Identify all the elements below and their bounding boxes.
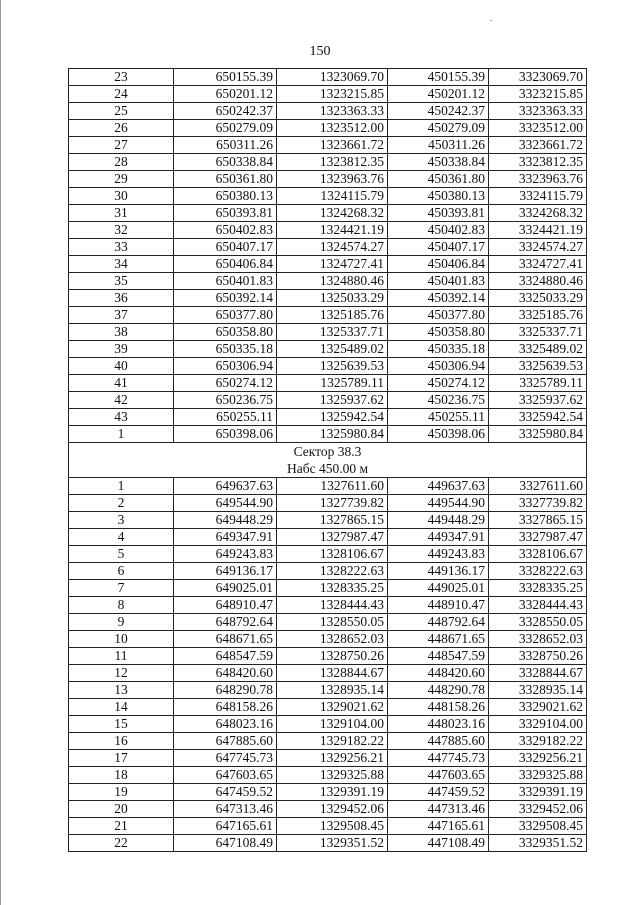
point-number-cell: 1 bbox=[69, 478, 174, 495]
table-row bbox=[69, 563, 587, 580]
x-absolute-cell: 450380.13 bbox=[388, 188, 489, 205]
x-absolute-cell: 450274.12 bbox=[388, 375, 489, 392]
x-absolute-cell: 450401.83 bbox=[388, 273, 489, 290]
x-local-cell: 650338.84 bbox=[174, 154, 277, 171]
point-number-cell: 25 bbox=[69, 103, 174, 120]
x-local-cell: 648792.64 bbox=[174, 614, 277, 631]
table-row bbox=[69, 835, 587, 852]
x-absolute-cell: 449025.01 bbox=[388, 580, 489, 597]
point-number-cell: 17 bbox=[69, 750, 174, 767]
x-local-cell: 649448.29 bbox=[174, 512, 277, 529]
y-local-cell: 1323512.00 bbox=[277, 120, 388, 137]
sector-height: Набс 450.00 м bbox=[286, 461, 369, 476]
x-absolute-cell: 450377.80 bbox=[388, 307, 489, 324]
x-absolute-cell: 450255.11 bbox=[388, 409, 489, 426]
table-row bbox=[69, 324, 587, 341]
y-absolute-cell: 3327987.47 bbox=[489, 529, 587, 546]
table-row bbox=[69, 750, 587, 767]
table-row bbox=[69, 137, 587, 154]
x-absolute-cell: 450361.80 bbox=[388, 171, 489, 188]
table-row bbox=[69, 767, 587, 784]
y-local-cell: 1324727.41 bbox=[277, 256, 388, 273]
x-absolute-cell: 447885.60 bbox=[388, 733, 489, 750]
x-absolute-cell: 447165.61 bbox=[388, 818, 489, 835]
x-local-cell: 650407.17 bbox=[174, 239, 277, 256]
y-local-cell: 1327611.60 bbox=[277, 478, 388, 495]
table-row bbox=[69, 222, 587, 239]
y-local-cell: 1323069.70 bbox=[277, 69, 388, 86]
y-absolute-cell: 3324421.19 bbox=[489, 222, 587, 239]
x-local-cell: 650377.80 bbox=[174, 307, 277, 324]
point-number-cell: 14 bbox=[69, 699, 174, 716]
table-row bbox=[69, 154, 587, 171]
y-local-cell: 1323812.35 bbox=[277, 154, 388, 171]
point-number-cell: 30 bbox=[69, 188, 174, 205]
y-absolute-cell: 3325185.76 bbox=[489, 307, 587, 324]
y-local-cell: 1329325.88 bbox=[277, 767, 388, 784]
x-absolute-cell: 448671.65 bbox=[388, 631, 489, 648]
x-absolute-cell: 450242.37 bbox=[388, 103, 489, 120]
point-number-cell: 7 bbox=[69, 580, 174, 597]
y-local-cell: 1323215.85 bbox=[277, 86, 388, 103]
x-local-cell: 650406.84 bbox=[174, 256, 277, 273]
y-absolute-cell: 3323215.85 bbox=[489, 86, 587, 103]
x-local-cell: 649136.17 bbox=[174, 563, 277, 580]
x-local-cell: 648910.47 bbox=[174, 597, 277, 614]
y-local-cell: 1325942.54 bbox=[277, 409, 388, 426]
y-local-cell: 1329182.22 bbox=[277, 733, 388, 750]
point-number-cell: 8 bbox=[69, 597, 174, 614]
x-absolute-cell: 449136.17 bbox=[388, 563, 489, 580]
x-local-cell: 650401.83 bbox=[174, 273, 277, 290]
table-row bbox=[69, 307, 587, 324]
x-absolute-cell: 448023.16 bbox=[388, 716, 489, 733]
table-row bbox=[69, 69, 587, 86]
y-absolute-cell: 3325639.53 bbox=[489, 358, 587, 375]
y-absolute-cell: 3329508.45 bbox=[489, 818, 587, 835]
table-row bbox=[69, 409, 587, 426]
x-local-cell: 647885.60 bbox=[174, 733, 277, 750]
y-absolute-cell: 3325980.84 bbox=[489, 426, 587, 443]
point-number-cell: 22 bbox=[69, 835, 174, 852]
y-absolute-cell: 3324574.27 bbox=[489, 239, 587, 256]
table-row bbox=[69, 256, 587, 273]
table-row bbox=[69, 529, 587, 546]
y-absolute-cell: 3323963.76 bbox=[489, 171, 587, 188]
x-local-cell: 650361.80 bbox=[174, 171, 277, 188]
x-absolute-cell: 449347.91 bbox=[388, 529, 489, 546]
point-number-cell: 42 bbox=[69, 392, 174, 409]
x-local-cell: 647603.65 bbox=[174, 767, 277, 784]
y-absolute-cell: 3328106.67 bbox=[489, 546, 587, 563]
x-absolute-cell: 448420.60 bbox=[388, 665, 489, 682]
table-row bbox=[69, 171, 587, 188]
point-number-cell: 9 bbox=[69, 614, 174, 631]
point-number-cell: 21 bbox=[69, 818, 174, 835]
table-row bbox=[69, 631, 587, 648]
point-number-cell: 15 bbox=[69, 716, 174, 733]
y-absolute-cell: 3323069.70 bbox=[489, 69, 587, 86]
x-local-cell: 650311.26 bbox=[174, 137, 277, 154]
point-number-cell: 31 bbox=[69, 205, 174, 222]
point-number-cell: 32 bbox=[69, 222, 174, 239]
table-row bbox=[69, 358, 587, 375]
point-number-cell: 2 bbox=[69, 495, 174, 512]
x-local-cell: 649544.90 bbox=[174, 495, 277, 512]
y-absolute-cell: 3323363.33 bbox=[489, 103, 587, 120]
y-local-cell: 1325489.02 bbox=[277, 341, 388, 358]
y-local-cell: 1323661.72 bbox=[277, 137, 388, 154]
y-absolute-cell: 3329452.06 bbox=[489, 801, 587, 818]
x-local-cell: 648023.16 bbox=[174, 716, 277, 733]
x-absolute-cell: 450406.84 bbox=[388, 256, 489, 273]
x-local-cell: 647165.61 bbox=[174, 818, 277, 835]
y-local-cell: 1325937.62 bbox=[277, 392, 388, 409]
point-number-cell: 6 bbox=[69, 563, 174, 580]
point-number-cell: 37 bbox=[69, 307, 174, 324]
x-absolute-cell: 450311.26 bbox=[388, 137, 489, 154]
point-number-cell: 33 bbox=[69, 239, 174, 256]
point-number-cell: 29 bbox=[69, 171, 174, 188]
sector-header-cell bbox=[69, 443, 587, 478]
x-local-cell: 650236.75 bbox=[174, 392, 277, 409]
x-local-cell: 650201.12 bbox=[174, 86, 277, 103]
y-local-cell: 1329351.52 bbox=[277, 835, 388, 852]
y-local-cell: 1327987.47 bbox=[277, 529, 388, 546]
x-local-cell: 650380.13 bbox=[174, 188, 277, 205]
x-local-cell: 650306.94 bbox=[174, 358, 277, 375]
y-local-cell: 1328335.25 bbox=[277, 580, 388, 597]
table-row bbox=[69, 375, 587, 392]
coordinates-block-2 bbox=[69, 478, 587, 852]
coordinates-block-1 bbox=[69, 69, 587, 443]
y-local-cell: 1329452.06 bbox=[277, 801, 388, 818]
y-local-cell: 1327739.82 bbox=[277, 495, 388, 512]
y-absolute-cell: 3325937.62 bbox=[489, 392, 587, 409]
page-number: 150 bbox=[309, 44, 331, 59]
y-local-cell: 1328444.43 bbox=[277, 597, 388, 614]
x-local-cell: 650255.11 bbox=[174, 409, 277, 426]
table-row bbox=[69, 392, 587, 409]
point-number-cell: 43 bbox=[69, 409, 174, 426]
x-absolute-cell: 447108.49 bbox=[388, 835, 489, 852]
table-row bbox=[69, 239, 587, 256]
y-absolute-cell: 3329325.88 bbox=[489, 767, 587, 784]
y-local-cell: 1324115.79 bbox=[277, 188, 388, 205]
x-local-cell: 650402.83 bbox=[174, 222, 277, 239]
y-local-cell: 1325185.76 bbox=[277, 307, 388, 324]
y-local-cell: 1325639.53 bbox=[277, 358, 388, 375]
point-number-cell: 41 bbox=[69, 375, 174, 392]
x-absolute-cell: 449448.29 bbox=[388, 512, 489, 529]
x-local-cell: 647745.73 bbox=[174, 750, 277, 767]
y-absolute-cell: 3324115.79 bbox=[489, 188, 587, 205]
y-absolute-cell: 3328222.63 bbox=[489, 563, 587, 580]
x-absolute-cell: 447313.46 bbox=[388, 801, 489, 818]
y-absolute-cell: 3323512.00 bbox=[489, 120, 587, 137]
y-absolute-cell: 3327739.82 bbox=[489, 495, 587, 512]
point-number-cell: 11 bbox=[69, 648, 174, 665]
point-number-cell: 19 bbox=[69, 784, 174, 801]
table-row bbox=[69, 699, 587, 716]
y-local-cell: 1329104.00 bbox=[277, 716, 388, 733]
y-absolute-cell: 3328750.26 bbox=[489, 648, 587, 665]
table-row bbox=[69, 784, 587, 801]
y-absolute-cell: 3323812.35 bbox=[489, 154, 587, 171]
y-local-cell: 1328222.63 bbox=[277, 563, 388, 580]
x-local-cell: 647313.46 bbox=[174, 801, 277, 818]
table-row bbox=[69, 103, 587, 120]
y-local-cell: 1325033.29 bbox=[277, 290, 388, 307]
table-row bbox=[69, 597, 587, 614]
table-row bbox=[69, 86, 587, 103]
x-absolute-cell: 448792.64 bbox=[388, 614, 489, 631]
x-local-cell: 650398.06 bbox=[174, 426, 277, 443]
y-absolute-cell: 3327611.60 bbox=[489, 478, 587, 495]
scan-speck bbox=[490, 20, 492, 21]
table-row bbox=[69, 682, 587, 699]
table-row bbox=[69, 546, 587, 563]
x-local-cell: 648158.26 bbox=[174, 699, 277, 716]
y-absolute-cell: 3324727.41 bbox=[489, 256, 587, 273]
table-row bbox=[69, 801, 587, 818]
y-absolute-cell: 3329351.52 bbox=[489, 835, 587, 852]
y-local-cell: 1328750.26 bbox=[277, 648, 388, 665]
point-number-cell: 13 bbox=[69, 682, 174, 699]
scan-edge-line bbox=[0, 0, 1, 905]
y-absolute-cell: 3323661.72 bbox=[489, 137, 587, 154]
x-absolute-cell: 450279.09 bbox=[388, 120, 489, 137]
x-local-cell: 648290.78 bbox=[174, 682, 277, 699]
x-local-cell: 648547.59 bbox=[174, 648, 277, 665]
table-row bbox=[69, 716, 587, 733]
table-row bbox=[69, 120, 587, 137]
point-number-cell: 20 bbox=[69, 801, 174, 818]
y-absolute-cell: 3325337.71 bbox=[489, 324, 587, 341]
y-absolute-cell: 3328652.03 bbox=[489, 631, 587, 648]
x-local-cell: 648671.65 bbox=[174, 631, 277, 648]
y-local-cell: 1325980.84 bbox=[277, 426, 388, 443]
table-row bbox=[69, 648, 587, 665]
x-local-cell: 647108.49 bbox=[174, 835, 277, 852]
y-absolute-cell: 3328550.05 bbox=[489, 614, 587, 631]
x-absolute-cell: 450407.17 bbox=[388, 239, 489, 256]
y-absolute-cell: 3329182.22 bbox=[489, 733, 587, 750]
y-local-cell: 1325789.11 bbox=[277, 375, 388, 392]
y-absolute-cell: 3327865.15 bbox=[489, 512, 587, 529]
y-local-cell: 1328106.67 bbox=[277, 546, 388, 563]
y-absolute-cell: 3329021.62 bbox=[489, 699, 587, 716]
x-absolute-cell: 447745.73 bbox=[388, 750, 489, 767]
x-absolute-cell: 449544.90 bbox=[388, 495, 489, 512]
table-row bbox=[69, 512, 587, 529]
table-row bbox=[69, 495, 587, 512]
y-absolute-cell: 3325033.29 bbox=[489, 290, 587, 307]
y-local-cell: 1324421.19 bbox=[277, 222, 388, 239]
y-absolute-cell: 3325789.11 bbox=[489, 375, 587, 392]
point-number-cell: 39 bbox=[69, 341, 174, 358]
point-number-cell: 38 bbox=[69, 324, 174, 341]
y-local-cell: 1328935.14 bbox=[277, 682, 388, 699]
point-number-cell: 16 bbox=[69, 733, 174, 750]
sector-header-row bbox=[69, 443, 587, 478]
sector-header-block bbox=[69, 443, 587, 478]
x-local-cell: 649637.63 bbox=[174, 478, 277, 495]
x-absolute-cell: 448910.47 bbox=[388, 597, 489, 614]
table-row bbox=[69, 273, 587, 290]
x-local-cell: 650155.39 bbox=[174, 69, 277, 86]
point-number-cell: 10 bbox=[69, 631, 174, 648]
table-row bbox=[69, 478, 587, 495]
point-number-cell: 3 bbox=[69, 512, 174, 529]
y-absolute-cell: 3328844.67 bbox=[489, 665, 587, 682]
x-absolute-cell: 450335.18 bbox=[388, 341, 489, 358]
x-absolute-cell: 450393.81 bbox=[388, 205, 489, 222]
x-local-cell: 648420.60 bbox=[174, 665, 277, 682]
y-local-cell: 1328550.05 bbox=[277, 614, 388, 631]
x-local-cell: 650274.12 bbox=[174, 375, 277, 392]
x-local-cell: 650358.80 bbox=[174, 324, 277, 341]
x-local-cell: 649243.83 bbox=[174, 546, 277, 563]
point-number-cell: 28 bbox=[69, 154, 174, 171]
y-local-cell: 1324880.46 bbox=[277, 273, 388, 290]
y-absolute-cell: 3328335.25 bbox=[489, 580, 587, 597]
point-number-cell: 18 bbox=[69, 767, 174, 784]
x-local-cell: 650393.81 bbox=[174, 205, 277, 222]
point-number-cell: 4 bbox=[69, 529, 174, 546]
y-absolute-cell: 3325942.54 bbox=[489, 409, 587, 426]
x-absolute-cell: 447459.52 bbox=[388, 784, 489, 801]
y-absolute-cell: 3324268.32 bbox=[489, 205, 587, 222]
point-number-cell: 27 bbox=[69, 137, 174, 154]
point-number-cell: 12 bbox=[69, 665, 174, 682]
y-local-cell: 1323963.76 bbox=[277, 171, 388, 188]
y-absolute-cell: 3324880.46 bbox=[489, 273, 587, 290]
x-absolute-cell: 450338.84 bbox=[388, 154, 489, 171]
table-row bbox=[69, 733, 587, 750]
point-number-cell: 40 bbox=[69, 358, 174, 375]
y-absolute-cell: 3328935.14 bbox=[489, 682, 587, 699]
y-absolute-cell: 3325489.02 bbox=[489, 341, 587, 358]
y-absolute-cell: 3329256.21 bbox=[489, 750, 587, 767]
sector-title: Сектор 38.3 bbox=[293, 444, 362, 459]
table-row bbox=[69, 341, 587, 358]
x-local-cell: 650335.18 bbox=[174, 341, 277, 358]
x-local-cell: 649347.91 bbox=[174, 529, 277, 546]
x-local-cell: 650392.14 bbox=[174, 290, 277, 307]
y-absolute-cell: 3329391.19 bbox=[489, 784, 587, 801]
table-row bbox=[69, 290, 587, 307]
y-local-cell: 1327865.15 bbox=[277, 512, 388, 529]
x-absolute-cell: 450358.80 bbox=[388, 324, 489, 341]
x-absolute-cell: 450306.94 bbox=[388, 358, 489, 375]
x-absolute-cell: 448290.78 bbox=[388, 682, 489, 699]
point-number-cell: 34 bbox=[69, 256, 174, 273]
table-row bbox=[69, 188, 587, 205]
point-number-cell: 35 bbox=[69, 273, 174, 290]
table-row bbox=[69, 614, 587, 631]
x-absolute-cell: 450402.83 bbox=[388, 222, 489, 239]
point-number-cell: 26 bbox=[69, 120, 174, 137]
point-number-cell: 24 bbox=[69, 86, 174, 103]
x-absolute-cell: 448547.59 bbox=[388, 648, 489, 665]
x-absolute-cell: 450236.75 bbox=[388, 392, 489, 409]
y-local-cell: 1329021.62 bbox=[277, 699, 388, 716]
y-absolute-cell: 3329104.00 bbox=[489, 716, 587, 733]
x-absolute-cell: 450201.12 bbox=[388, 86, 489, 103]
table-row bbox=[69, 580, 587, 597]
y-local-cell: 1328652.03 bbox=[277, 631, 388, 648]
x-absolute-cell: 450155.39 bbox=[388, 69, 489, 86]
x-absolute-cell: 450398.06 bbox=[388, 426, 489, 443]
y-local-cell: 1324268.32 bbox=[277, 205, 388, 222]
x-absolute-cell: 448158.26 bbox=[388, 699, 489, 716]
x-local-cell: 650242.37 bbox=[174, 103, 277, 120]
y-local-cell: 1323363.33 bbox=[277, 103, 388, 120]
x-local-cell: 647459.52 bbox=[174, 784, 277, 801]
y-local-cell: 1328844.67 bbox=[277, 665, 388, 682]
x-absolute-cell: 449243.83 bbox=[388, 546, 489, 563]
y-local-cell: 1329256.21 bbox=[277, 750, 388, 767]
x-absolute-cell: 447603.65 bbox=[388, 767, 489, 784]
point-number-cell: 23 bbox=[69, 69, 174, 86]
y-local-cell: 1329508.45 bbox=[277, 818, 388, 835]
coordinates-table bbox=[68, 68, 587, 852]
x-absolute-cell: 450392.14 bbox=[388, 290, 489, 307]
table-row bbox=[69, 426, 587, 443]
point-number-cell: 1 bbox=[69, 426, 174, 443]
y-absolute-cell: 3328444.43 bbox=[489, 597, 587, 614]
y-local-cell: 1324574.27 bbox=[277, 239, 388, 256]
y-local-cell: 1329391.19 bbox=[277, 784, 388, 801]
point-number-cell: 36 bbox=[69, 290, 174, 307]
table-row bbox=[69, 665, 587, 682]
x-local-cell: 650279.09 bbox=[174, 120, 277, 137]
x-local-cell: 649025.01 bbox=[174, 580, 277, 597]
table-row bbox=[69, 205, 587, 222]
table-row bbox=[69, 818, 587, 835]
point-number-cell: 5 bbox=[69, 546, 174, 563]
y-local-cell: 1325337.71 bbox=[277, 324, 388, 341]
x-absolute-cell: 449637.63 bbox=[388, 478, 489, 495]
